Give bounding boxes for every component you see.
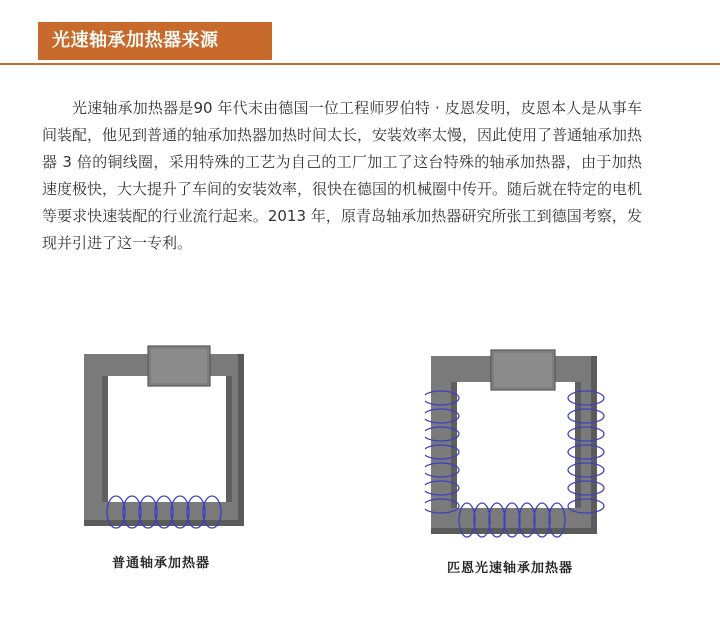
article-paragraph: 光速轴承加热器是90 年代末由德国一位工程师罗伯特 · 皮恩发明，皮恩本人是从事车间装配，他见到普通的轴承加热器加热时间太长，安装效率太慢，因此使用了普通轴承加热器 3 倍的铜线圈，采用特殊的工艺为自己的工厂加工了这台特殊的轴承加热器，由于加热速度极快，大大提升了车间的安装效率，很快在德国的机械圈中传开。随后就在特定的电机等要求快速装配的行业流行起来。2013 年，原青岛轴承加热器研究所张工到德国考察，发现并引进了这一专利。 <box>42 99 643 252</box>
section-title: 光速轴承加热器来源 <box>52 30 219 51</box>
ordinary-heater-diagram <box>78 340 268 550</box>
pien-heater-diagram <box>425 340 625 550</box>
header-divider <box>0 63 720 65</box>
pien-heater-caption: 匹恩光速轴承加热器 <box>447 561 574 576</box>
ordinary-heater-caption: 普通轴承加热器 <box>112 556 211 571</box>
pien-heater-core <box>431 350 597 534</box>
ordinary-heater-core <box>84 346 244 526</box>
